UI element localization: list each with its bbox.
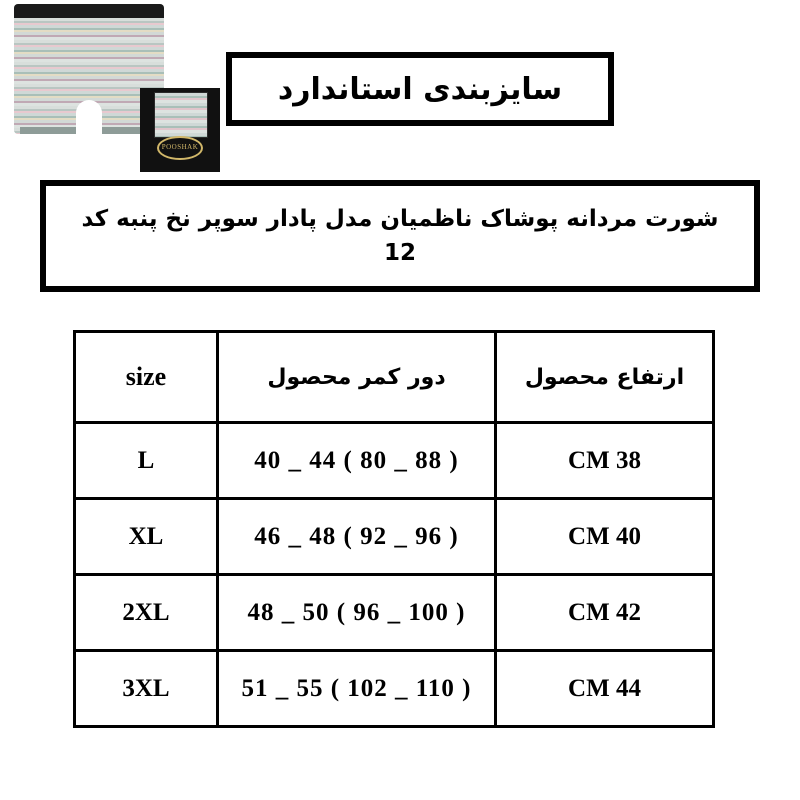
product-images-strip <box>0 0 800 175</box>
document-subtitle-box <box>40 180 760 292</box>
size-chart-table <box>73 330 715 728</box>
cell-size: 3XL <box>75 651 218 727</box>
table-row <box>75 499 714 575</box>
table-row <box>75 423 714 499</box>
document-title-box <box>226 52 614 126</box>
cell-height: 40 CM <box>496 499 714 575</box>
waistband <box>14 4 164 18</box>
cell-size: 2XL <box>75 575 218 651</box>
cell-waist: 48 _ 50 ( 96 _ 100 ) <box>218 575 496 651</box>
cell-size: L <box>75 423 218 499</box>
folded-garment <box>154 92 208 138</box>
product-description: شورت مردانه پوشاک ناظمیان مدل پادار سوپر نخ پنبه کد 12 <box>81 205 719 266</box>
brand-label: POOSHAK <box>157 136 203 160</box>
cell-waist: 46 _ 48 ( 92 _ 96 ) <box>218 499 496 575</box>
table-header <box>75 332 714 423</box>
cell-height: 44 CM <box>496 651 714 727</box>
table-header-row <box>75 332 714 423</box>
left-hem <box>20 127 76 134</box>
cell-height: 38 CM <box>496 423 714 499</box>
page-title: سایزبندی استاندارد <box>277 71 563 107</box>
column-header-height: ارتفاع محصول <box>496 332 714 423</box>
cell-size: XL <box>75 499 218 575</box>
table-row <box>75 651 714 727</box>
column-header-waist: دور کمر محصول <box>218 332 496 423</box>
cell-waist: 40 _ 44 ( 80 _ 88 ) <box>218 423 496 499</box>
cell-height: 42 CM <box>496 575 714 651</box>
table-body <box>75 423 714 727</box>
table-row <box>75 575 714 651</box>
package-photo <box>140 88 220 172</box>
leg-gap <box>76 100 102 134</box>
column-header-size: size <box>75 332 218 423</box>
cell-waist: 51 _ 55 ( 102 _ 110 ) <box>218 651 496 727</box>
